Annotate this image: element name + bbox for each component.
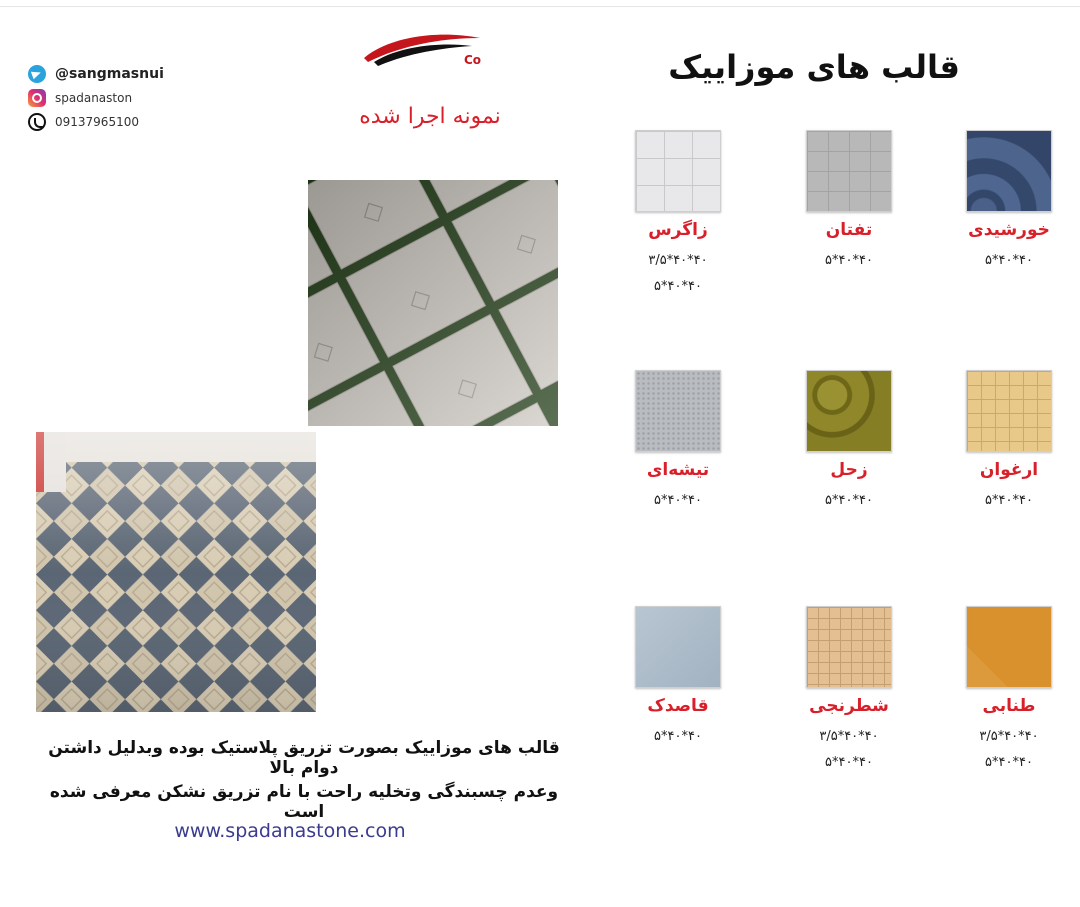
whatsapp-icon: [28, 113, 46, 131]
product-card-tanabi[interactable]: [949, 606, 1069, 776]
product-card-shatranji[interactable]: [789, 606, 909, 776]
product-name: زاگرس: [648, 220, 708, 240]
product-name: تیشه‌ای: [646, 460, 710, 480]
product-card-zagros[interactable]: [618, 130, 738, 300]
shatranji-tile-icon: [806, 606, 892, 688]
product-name: تفتان: [825, 220, 873, 240]
product-card-taftan[interactable]: [789, 130, 909, 274]
sample-title: نمونه اجرا شده: [359, 104, 501, 129]
tisheie-tile-icon: [635, 370, 721, 452]
contact-info: [28, 62, 164, 134]
dim-line: ۴۰*۴۰*۵: [985, 755, 1033, 770]
telegram-handle[interactable]: @sangmasnui: [55, 66, 164, 82]
product-name: ارغوان: [979, 460, 1039, 480]
dim-line: ۴۰*۴۰*۵: [654, 493, 702, 508]
instagram-row[interactable]: [28, 86, 164, 110]
product-dims: [949, 488, 1069, 514]
installed-sample-photo-courtyard: [36, 432, 316, 712]
dim-line: ۴۰*۴۰*۵: [825, 755, 873, 770]
product-dims: [789, 248, 909, 274]
installed-sample-photo-grass: [308, 180, 558, 426]
dim-line: ۴۰*۴۰*۵: [654, 279, 702, 294]
product-card-ghasedak[interactable]: [618, 606, 738, 750]
product-name: خورشیدی: [968, 220, 1050, 240]
phone-number[interactable]: 09137965100: [55, 115, 139, 129]
brand-logo: [360, 28, 490, 72]
product-card-tisheie[interactable]: [618, 370, 738, 514]
product-name: شطرنجی: [809, 696, 889, 716]
instagram-handle[interactable]: spadanaston: [55, 91, 133, 105]
dim-line: ۴۰*۴۰*۳/۵: [979, 729, 1039, 744]
dim-line: ۴۰*۴۰*۵: [825, 493, 873, 508]
product-name: زحل: [830, 460, 868, 480]
top-divider: [0, 6, 1080, 7]
arghavan-tile-icon: [966, 370, 1052, 452]
product-dims: [618, 248, 738, 300]
product-card-arghavan[interactable]: [949, 370, 1069, 514]
dim-line: ۴۰*۴۰*۳/۵: [648, 253, 708, 268]
logo-text: Co: [464, 53, 482, 67]
product-dims: [618, 724, 738, 750]
dim-line: ۴۰*۴۰*۵: [654, 729, 702, 744]
product-dims: [618, 488, 738, 514]
dim-line: ۴۰*۴۰*۵: [825, 253, 873, 268]
product-name: قاصدک: [647, 696, 709, 716]
instagram-icon: [28, 89, 46, 107]
product-dims: [789, 488, 909, 514]
product-dims: [949, 724, 1069, 776]
telegram-row[interactable]: [28, 62, 164, 86]
product-card-khorshidi[interactable]: [949, 130, 1069, 274]
description-line-2: وعدم چسبندگی وتخلیه راحت با نام تزریق نشکن معرفی شده است: [49, 782, 559, 822]
dim-line: ۴۰*۴۰*۵: [985, 493, 1033, 508]
product-dims: [949, 248, 1069, 274]
khorshidi-tile-icon: [966, 130, 1052, 212]
taftan-tile-icon: [806, 130, 892, 212]
zagros-tile-icon: [635, 130, 721, 212]
zohal-tile-icon: [806, 370, 892, 452]
telegram-icon: [28, 65, 46, 83]
whatsapp-row[interactable]: [28, 110, 164, 134]
page-title: قالب های موزاییک: [668, 48, 960, 86]
dim-line: ۴۰*۴۰*۳/۵: [819, 729, 879, 744]
website-link[interactable]: www.spadanastone.com: [174, 820, 406, 842]
product-name: طنابی: [982, 696, 1036, 716]
tanabi-tile-icon: [966, 606, 1052, 688]
product-dims: [789, 724, 909, 776]
ghasedak-tile-icon: [635, 606, 721, 688]
product-card-zohal[interactable]: [789, 370, 909, 514]
dim-line: ۴۰*۴۰*۵: [985, 253, 1033, 268]
description-line-1: قالب های موزاییک بصورت تزریق پلاستیک بوده وبدلیل داشتن دوام بالا: [48, 738, 560, 778]
